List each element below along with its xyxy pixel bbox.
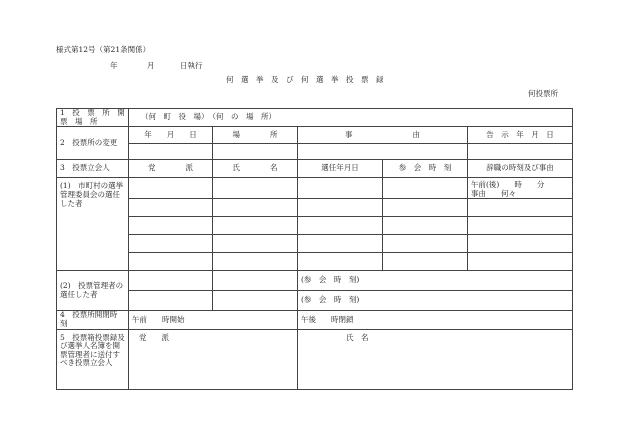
empty-cell xyxy=(129,291,213,311)
empty-cell xyxy=(213,235,298,253)
row3-col-attend-time: 参 会 時 刻 xyxy=(383,160,468,178)
row-committee-appointed xyxy=(57,178,573,199)
empty-cell xyxy=(383,235,468,253)
empty-cell xyxy=(298,253,383,271)
row4-close: 午後 時閉鎖 xyxy=(298,311,573,329)
row2-col-place: 場 所 xyxy=(213,127,298,144)
row1-label: 1 投 票 所 開 票 場 所 xyxy=(57,109,129,127)
row2-empty-cell xyxy=(298,144,468,160)
row3-col-name: 氏 名 xyxy=(213,160,298,178)
row5-label: 5 投票箱投票録及び選挙人名簿を開票管理者に送付すべき投票立会人 xyxy=(57,329,129,389)
empty-cell xyxy=(213,271,298,291)
empty-cell xyxy=(213,217,298,235)
date-year-label: 年 xyxy=(110,61,118,70)
row4-label: 4 投票所開閉時 刻 xyxy=(57,311,129,329)
row3-col-appointed: 選任年月日 xyxy=(298,160,383,178)
row-manager-appointed xyxy=(57,291,573,311)
row2-empty-cell xyxy=(213,144,298,160)
row-delivery-witness xyxy=(57,329,573,389)
empty-cell xyxy=(383,217,468,235)
empty-cell xyxy=(468,199,573,217)
empty-cell xyxy=(213,178,298,199)
row3-col-resign: 辞職の時刻及び事由 xyxy=(468,160,573,178)
empty-cell xyxy=(298,199,383,217)
row3b-time1: (参 会 時 刻) xyxy=(298,271,573,291)
row-committee-appointed xyxy=(57,235,573,253)
row5-name: 氏 名 xyxy=(298,329,573,389)
row-committee-appointed xyxy=(57,217,573,235)
row-change-body xyxy=(57,144,573,160)
row5-party: 党 派 xyxy=(129,329,298,389)
row-committee-appointed xyxy=(57,199,573,217)
empty-cell xyxy=(383,199,468,217)
voting-record-table xyxy=(56,108,573,390)
row3b-label: (2) 投票管理者の選任した者 xyxy=(57,271,129,311)
row3-label: 3 投票立会人 xyxy=(57,160,129,178)
empty-cell xyxy=(383,253,468,271)
empty-cell xyxy=(298,178,383,199)
row2-empty-cell xyxy=(468,144,573,160)
row-open-close-time xyxy=(57,311,573,329)
row-witness-header xyxy=(57,160,573,178)
row-manager-appointed xyxy=(57,271,573,291)
row2-col-date: 年 月 日 xyxy=(129,127,213,144)
empty-cell xyxy=(383,178,468,199)
row-committee-appointed xyxy=(57,253,573,271)
row1-value: （何 町 役 場） （何 の 場 所） xyxy=(129,109,573,127)
document-title: 何 選 挙 及 び 何 選 挙 投 票 録 xyxy=(226,75,384,84)
date-day-label: 日執行 xyxy=(180,61,203,70)
row2-empty-cell xyxy=(129,144,213,160)
empty-cell xyxy=(129,178,213,199)
form-number: 様式第12号（第21条関係） xyxy=(56,45,151,54)
row2-col-notice-date: 告 示 年 月 日 xyxy=(468,127,573,144)
row3-resign-time: 午前(後) 時 分 xyxy=(471,180,545,190)
empty-cell xyxy=(129,217,213,235)
empty-cell xyxy=(213,291,298,311)
empty-cell xyxy=(468,217,573,235)
row-polling-place xyxy=(57,109,573,127)
empty-cell xyxy=(213,253,298,271)
row3-resign-cell xyxy=(468,178,573,199)
empty-cell xyxy=(468,253,573,271)
empty-cell xyxy=(129,199,213,217)
row3-resign-reason: 事由 何々 xyxy=(471,189,516,199)
polling-place-name: 何投票所 xyxy=(528,89,558,98)
empty-cell xyxy=(298,217,383,235)
empty-cell xyxy=(298,235,383,253)
row3-col-party: 党 派 xyxy=(129,160,213,178)
empty-cell xyxy=(129,235,213,253)
date-month-label: 月 xyxy=(147,61,155,70)
row4-open: 午前 時開始 xyxy=(129,311,298,329)
empty-cell xyxy=(129,271,213,291)
empty-cell xyxy=(213,199,298,217)
row3b-time2: (参 会 時 刻) xyxy=(298,291,573,311)
row-change-header xyxy=(57,127,573,144)
row2-label: 2 投票所の変更 xyxy=(57,127,129,160)
row2-col-reason: 事 由 xyxy=(298,127,468,144)
row3-sub-label: (1) 市町村の選挙管理委員会の選任した者 xyxy=(57,178,129,271)
empty-cell xyxy=(129,253,213,271)
empty-cell xyxy=(468,235,573,253)
